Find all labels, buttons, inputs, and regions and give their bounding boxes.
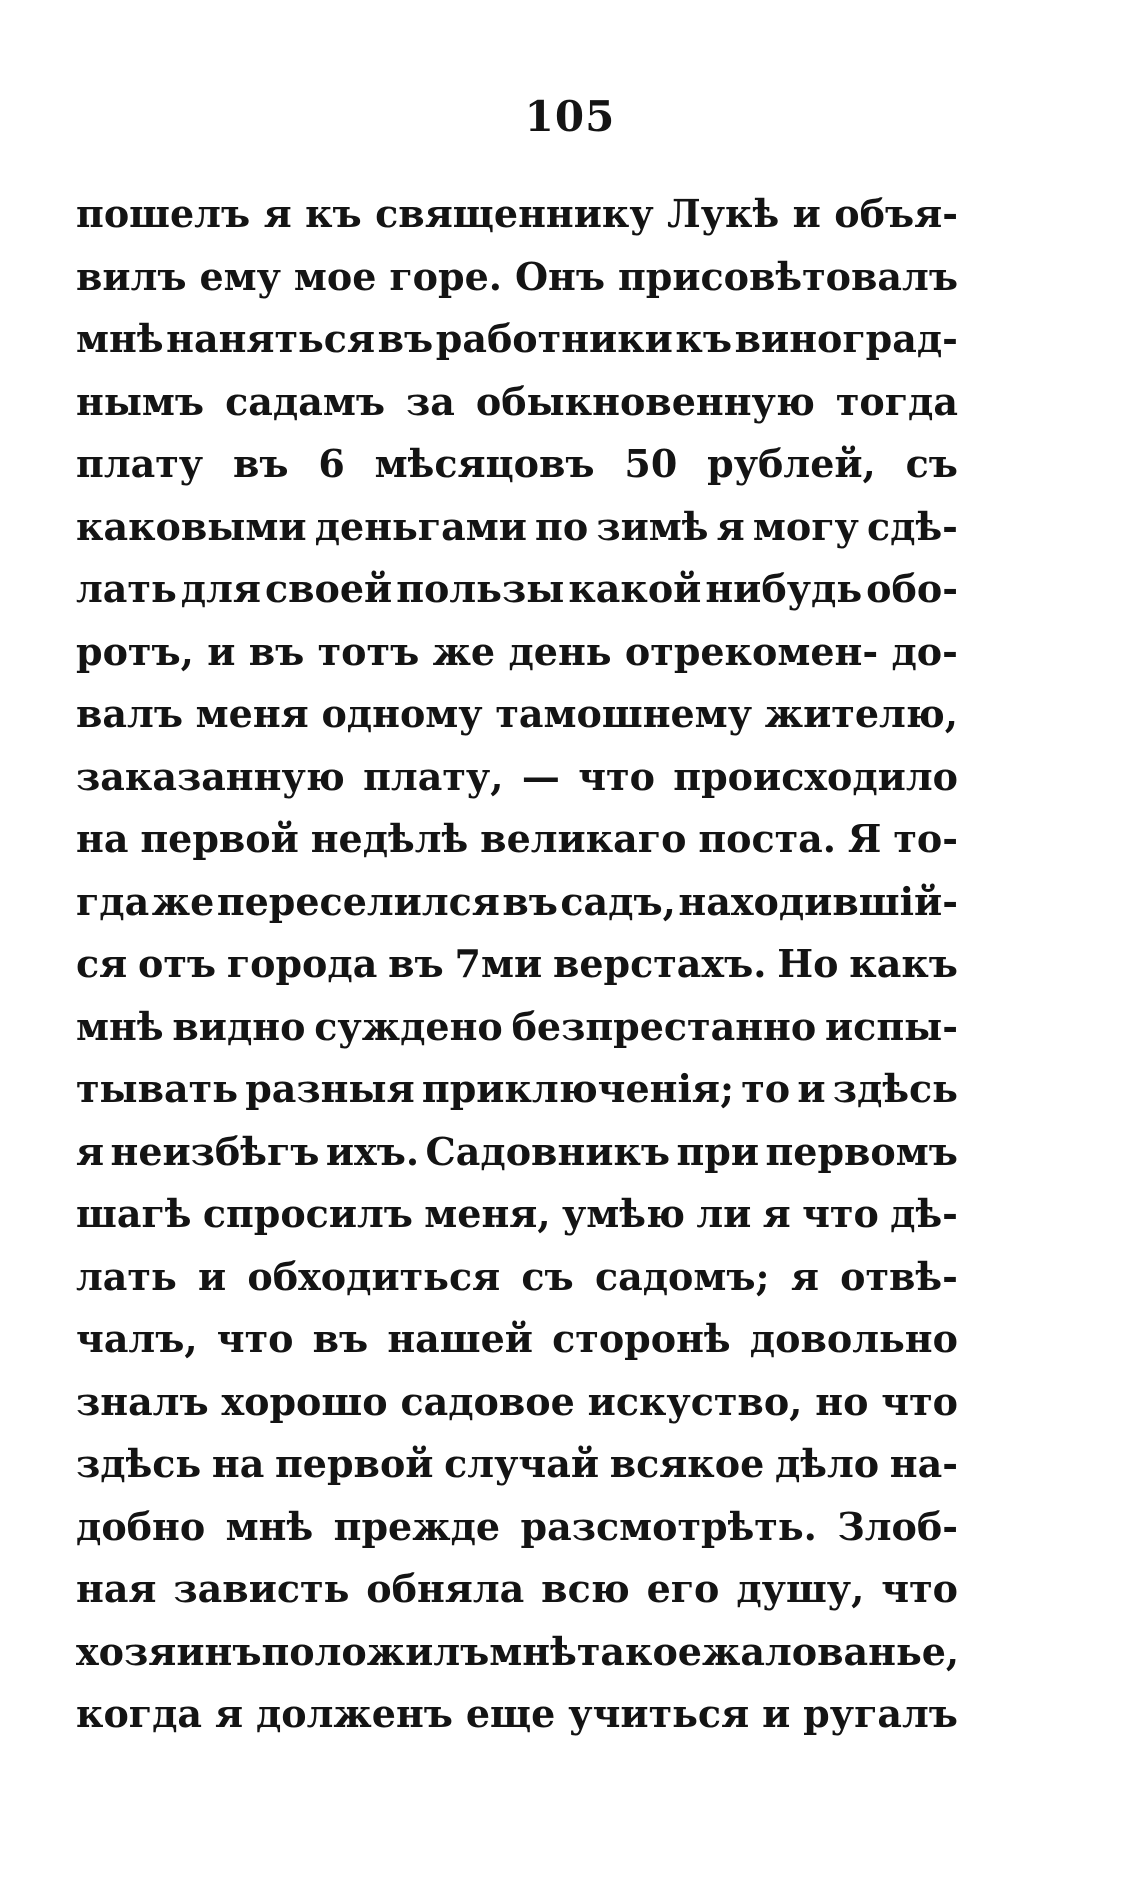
text-line <box>76 1121 958 1184</box>
text-line <box>76 1683 958 1746</box>
word: одному <box>321 691 483 736</box>
word: суждено <box>314 1003 503 1049</box>
word: безпрестанно <box>511 1003 817 1049</box>
text-line <box>76 1621 958 1684</box>
word: меня <box>195 691 309 736</box>
word: 50 <box>624 441 678 486</box>
word: что <box>881 1566 958 1611</box>
word: нымъ <box>76 378 205 424</box>
word: ему <box>199 253 281 299</box>
word: душу, <box>736 1566 865 1611</box>
word: зимѣ <box>596 503 709 549</box>
word: что <box>802 1191 879 1236</box>
text-line <box>76 308 958 371</box>
word: вилъ <box>76 253 187 299</box>
word: разныя <box>245 1066 415 1111</box>
word: находившій- <box>678 878 958 924</box>
word: испы- <box>825 1003 958 1049</box>
word: переселился <box>216 878 500 924</box>
word: объя- <box>834 191 958 236</box>
word: священнику <box>375 191 654 236</box>
word: и <box>207 628 236 674</box>
word: чалъ, <box>76 1316 198 1361</box>
word: происходило <box>673 753 958 799</box>
word: 6 <box>318 441 345 486</box>
text-line <box>76 1058 958 1121</box>
word: когда <box>76 1691 203 1736</box>
word: хорошо <box>221 1378 388 1424</box>
text-line <box>76 433 958 496</box>
word: то <box>741 1066 791 1111</box>
word: виноград- <box>734 316 958 361</box>
word: отвѣ- <box>840 1253 958 1299</box>
word: деньгами <box>314 503 527 549</box>
word: верстахъ. <box>552 941 767 986</box>
word: хозяинъ <box>76 1628 262 1674</box>
word: ли <box>696 1191 752 1236</box>
word: зависть <box>173 1566 350 1611</box>
word: что <box>578 753 655 799</box>
word: добно <box>76 1503 206 1549</box>
word: въ <box>312 1316 369 1361</box>
word: въ <box>248 628 305 674</box>
word: я <box>790 1253 819 1299</box>
text-line <box>76 746 958 809</box>
word: къ <box>305 191 362 236</box>
word: въ <box>377 316 434 361</box>
word: Но <box>777 941 839 986</box>
word: учиться <box>568 1691 750 1736</box>
word: пошелъ <box>76 191 251 236</box>
text-line <box>76 996 958 1059</box>
word: какой <box>568 566 702 611</box>
word: дѣ- <box>890 1191 958 1236</box>
word: Садовникъ <box>425 1128 671 1174</box>
word: всю <box>541 1566 630 1611</box>
word: мое <box>293 253 377 299</box>
word: ся <box>76 941 128 986</box>
word: великаго <box>480 816 687 861</box>
word: на <box>211 1441 265 1486</box>
word: ругалъ <box>803 1691 958 1736</box>
word: для <box>180 566 261 611</box>
word: нашей <box>387 1316 533 1361</box>
word: и <box>762 1691 791 1736</box>
text-line <box>76 871 958 934</box>
word: видно <box>172 1003 306 1049</box>
text-line <box>76 183 958 246</box>
word: и <box>198 1253 227 1299</box>
word: долженъ <box>255 1691 453 1736</box>
word: спросилъ <box>202 1191 413 1236</box>
word: мнѣ <box>76 316 164 361</box>
word: зналъ <box>76 1378 209 1424</box>
word: могу <box>752 503 859 549</box>
word: что <box>881 1378 958 1424</box>
word: на <box>76 816 129 861</box>
word: я <box>214 1691 244 1736</box>
word: ротъ, <box>76 628 194 674</box>
word: гда <box>76 878 150 924</box>
word: тамошнему <box>495 691 753 736</box>
word: положилъ <box>261 1628 490 1674</box>
word: сдѣ- <box>867 503 958 549</box>
word: что <box>216 1316 294 1361</box>
word: работники <box>435 316 673 361</box>
word: обыкновенную <box>475 378 815 424</box>
word: плату <box>76 441 204 486</box>
word: въ <box>232 441 289 486</box>
word: рублей, <box>707 441 876 486</box>
word: довольно <box>749 1316 958 1361</box>
word: садамъ <box>225 378 385 424</box>
word: же <box>151 878 215 924</box>
word: Злоб- <box>837 1503 958 1549</box>
word: же <box>432 628 496 674</box>
text-line <box>76 621 958 684</box>
word: всякое <box>609 1441 765 1486</box>
word: здѣсь <box>76 1441 202 1486</box>
word: пользы <box>396 566 565 611</box>
word: отъ <box>138 941 217 986</box>
word: меня, <box>424 1191 551 1236</box>
word: обо- <box>866 566 958 611</box>
word: приключенія; <box>421 1066 734 1111</box>
text-line <box>76 496 958 559</box>
text-line <box>76 1183 958 1246</box>
word: недѣлѣ <box>310 816 469 861</box>
word: жителю, <box>764 691 958 736</box>
word: и <box>797 1066 826 1111</box>
text-line <box>76 1496 958 1559</box>
text-line <box>76 1246 958 1309</box>
text-line <box>76 933 958 996</box>
text-line <box>76 683 958 746</box>
word: обходиться <box>247 1253 501 1299</box>
word: его <box>646 1566 720 1611</box>
word: плату, <box>363 753 504 799</box>
word: ихъ. <box>325 1128 420 1174</box>
word: первой <box>274 1441 434 1486</box>
page-number: 105 <box>524 92 616 141</box>
word: горе. <box>389 253 502 299</box>
word: я <box>716 503 745 549</box>
word: мнѣ <box>225 1503 314 1549</box>
word: лать <box>76 1253 177 1299</box>
word: Я <box>847 816 882 861</box>
word: сторонѣ <box>552 1316 731 1361</box>
word: и <box>792 191 821 236</box>
word: обняла <box>366 1566 525 1611</box>
body-text <box>76 183 958 1746</box>
word: наняться <box>166 316 376 361</box>
word: случай <box>444 1441 600 1486</box>
word: прежде <box>333 1503 501 1549</box>
word: по <box>535 503 589 549</box>
word: при <box>676 1128 760 1174</box>
word: города <box>226 941 378 986</box>
text-line <box>76 1308 958 1371</box>
word: я <box>762 1191 791 1236</box>
word: лать <box>76 566 177 611</box>
word: Лукѣ <box>667 191 780 236</box>
word: искуство, <box>587 1378 803 1424</box>
text-line <box>76 558 958 621</box>
word: первомъ <box>765 1128 958 1174</box>
word: такое <box>576 1628 702 1674</box>
word: Онъ <box>514 253 606 299</box>
word: поста. <box>698 816 837 861</box>
word: дѣло <box>774 1441 880 1486</box>
word: каковыми <box>76 503 307 549</box>
word: заказанную <box>76 753 345 799</box>
text-line <box>76 1433 958 1496</box>
word: къ <box>675 316 733 361</box>
word: шагѣ <box>76 1191 192 1236</box>
word: ная <box>76 1566 157 1611</box>
text-line <box>76 1558 958 1621</box>
word: какъ <box>849 941 958 986</box>
word: мнѣ <box>489 1628 577 1674</box>
text-line <box>76 371 958 434</box>
word: неизбѣгъ <box>110 1128 320 1174</box>
word: тывать <box>76 1066 239 1111</box>
word: то- <box>893 816 958 861</box>
word: еще <box>465 1691 556 1736</box>
word: до- <box>891 628 958 674</box>
word: умѣю <box>561 1191 685 1236</box>
word: садомъ; <box>594 1253 770 1299</box>
word: въ <box>388 941 444 986</box>
word: садовое <box>400 1378 575 1424</box>
word: тотъ <box>317 628 420 674</box>
word: но <box>815 1378 869 1424</box>
text-line <box>76 808 958 871</box>
word: садъ, <box>560 878 676 924</box>
word: я <box>76 1128 105 1174</box>
word: мнѣ <box>76 1003 164 1049</box>
word: на- <box>889 1441 958 1486</box>
word: своей <box>264 566 393 611</box>
word: — <box>521 753 560 799</box>
word: присовѣтовалъ <box>617 253 958 299</box>
word: разсмотрѣть. <box>520 1503 817 1549</box>
text-line <box>76 246 958 309</box>
word: 7ми <box>454 941 543 986</box>
word: съ <box>905 441 958 486</box>
word: нибудь <box>705 566 863 611</box>
word: валъ <box>76 691 183 736</box>
word: я <box>263 191 292 236</box>
word: жалованье, <box>701 1628 960 1674</box>
word: отрекомен- <box>624 628 879 674</box>
word: съ <box>521 1253 574 1299</box>
text-line <box>76 1371 958 1434</box>
word: за <box>406 378 455 424</box>
word: тогда <box>835 378 958 424</box>
word: здѣсь <box>832 1066 958 1111</box>
word: первой <box>140 816 299 861</box>
word: въ <box>502 878 558 924</box>
word: мѣсяцовъ <box>374 441 595 486</box>
word: день <box>508 628 612 674</box>
